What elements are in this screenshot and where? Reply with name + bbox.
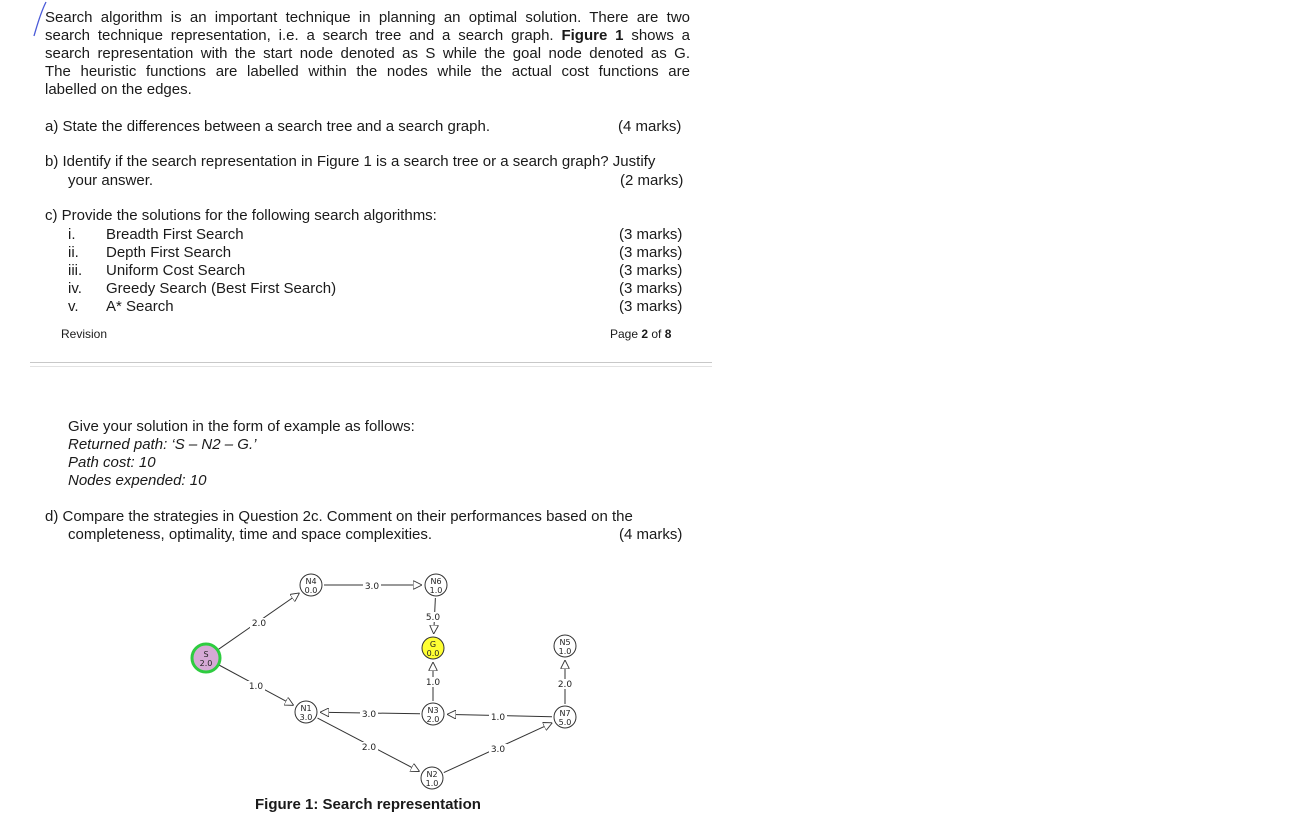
c-item-label: A* Search — [106, 298, 174, 315]
node-id-label: N1 — [300, 704, 312, 713]
node-n7 — [554, 706, 576, 728]
figure-ref: Figure 1 — [561, 27, 624, 44]
question-a: a) State the differences between a search tree and a search graph. — [45, 118, 491, 135]
node-heuristic-label: 3.0 — [299, 713, 313, 722]
c-item-marks: (3 marks) — [619, 226, 683, 243]
edge-cost-label: 3.0 — [364, 582, 380, 592]
node-n6 — [425, 574, 447, 596]
example-intro: Give your solution in the form of example as follows: — [68, 418, 415, 435]
c-item-num: v. — [68, 298, 79, 315]
node-s — [192, 644, 220, 672]
edge-cost-label: 5.0 — [425, 613, 441, 623]
c-item-num: i. — [68, 226, 76, 243]
node-id-label: N2 — [426, 770, 438, 779]
c-item-num: ii. — [68, 244, 79, 261]
node-heuristic-label: 2.0 — [199, 659, 213, 668]
question-d-marks: (4 marks) — [619, 526, 683, 543]
c-item-num: iii. — [68, 262, 83, 279]
c-item-marks: (3 marks) — [619, 298, 683, 315]
node-n1 — [295, 701, 317, 723]
node-heuristic-label: 0.0 — [426, 649, 440, 658]
edge-n7-n5 — [556, 660, 574, 704]
edge-n4-n6 — [324, 581, 422, 592]
node-id-label: N4 — [305, 577, 317, 586]
edge-n3-g — [424, 662, 442, 701]
example-cost: Path cost: 10 — [68, 454, 156, 471]
revision-label: Revision — [61, 327, 108, 341]
edge-cost-label: 2.0 — [251, 619, 267, 629]
intro-line-5: labelled on the edges. — [45, 81, 192, 98]
edge-n1-n2 — [318, 718, 420, 771]
edge-cost-label: 2.0 — [557, 680, 573, 690]
page-number: Page 2 of 8 — [610, 327, 672, 341]
node-heuristic-label: 2.0 — [426, 715, 440, 724]
node-id-label: N3 — [427, 706, 439, 715]
question-b-marks: (2 marks) — [620, 172, 684, 189]
edge-s-n4 — [218, 593, 299, 649]
c-item-label: Uniform Cost Search — [106, 262, 246, 279]
edge-n6-g — [424, 598, 442, 634]
edge-cost-label: 2.0 — [361, 743, 377, 753]
node-heuristic-label: 5.0 — [558, 718, 572, 727]
node-id-label: S — [203, 650, 209, 659]
c-item-label: Breadth First Search — [106, 226, 244, 243]
node-heuristic-label: 1.0 — [429, 586, 443, 595]
edge-n7-n3 — [447, 712, 552, 723]
question-d-line1: d) Compare the strategies in Question 2c. Comment on their performances based on the — [45, 508, 633, 525]
edge-cost-label: 1.0 — [490, 713, 506, 723]
node-id-label: G — [429, 640, 437, 649]
node-n3 — [422, 703, 444, 725]
c-item-label: Greedy Search (Best First Search) — [106, 280, 337, 297]
question-b-line1: b) Identify if the search representation in Figure 1 is a search tree or a search graph? Justify — [45, 153, 656, 170]
intro-paragraph — [45, 9, 690, 99]
search-graph-figure — [0, 560, 700, 796]
c-item-label: Depth First Search — [106, 244, 232, 261]
intro-line-4: The heuristic functions are labelled within the nodes while the actual cost functions are — [45, 63, 690, 80]
example-nodes: Nodes expended: 10 — [68, 472, 207, 489]
node-g — [422, 637, 444, 659]
c-item-marks: (3 marks) — [619, 280, 683, 297]
figure-caption: Figure 1: Search representation — [255, 796, 481, 813]
node-n2 — [421, 767, 443, 789]
edge-n2-n7 — [444, 723, 552, 773]
edge-s-n1 — [219, 665, 293, 705]
edge-cost-label: 1.0 — [248, 682, 264, 692]
intro-line-3: search representation with the start node denoted as S while the goal node denoted as G. — [45, 45, 690, 62]
intro-line-1: Search algorithm is an important technique in planning an optimal solution. There are two — [45, 9, 690, 26]
question-b-line2: your answer. — [68, 172, 154, 189]
node-id-label: N6 — [430, 577, 442, 586]
edge-cost-label: 1.0 — [425, 678, 441, 688]
node-id-label: N7 — [559, 709, 571, 718]
question-d-line2: completeness, optimality, time and space complexities. — [68, 526, 433, 543]
node-heuristic-label: 0.0 — [304, 586, 318, 595]
node-id-label: N5 — [559, 638, 571, 647]
c-item-marks: (3 marks) — [619, 262, 683, 279]
node-n5 — [554, 635, 576, 657]
page-break-divider — [30, 362, 712, 363]
c-item-marks: (3 marks) — [619, 244, 683, 261]
node-heuristic-label: 1.0 — [558, 647, 572, 656]
edge-n3-n1 — [320, 709, 420, 720]
node-n4 — [300, 574, 322, 596]
node-heuristic-label: 1.0 — [425, 779, 439, 788]
page-break-divider — [30, 366, 712, 367]
question-c: c) Provide the solutions for the following search algorithms: — [45, 207, 437, 224]
edge-cost-label: 3.0 — [490, 745, 506, 755]
edge-cost-label: 3.0 — [361, 710, 377, 720]
c-item-num: iv. — [68, 280, 82, 297]
intro-line-2: search technique representation, i.e. a search tree and a search graph. Figure 1 shows a — [45, 27, 691, 44]
question-a-marks: (4 marks) — [618, 118, 682, 135]
example-path: Returned path: ‘S – N2 – G.’ — [68, 436, 257, 453]
